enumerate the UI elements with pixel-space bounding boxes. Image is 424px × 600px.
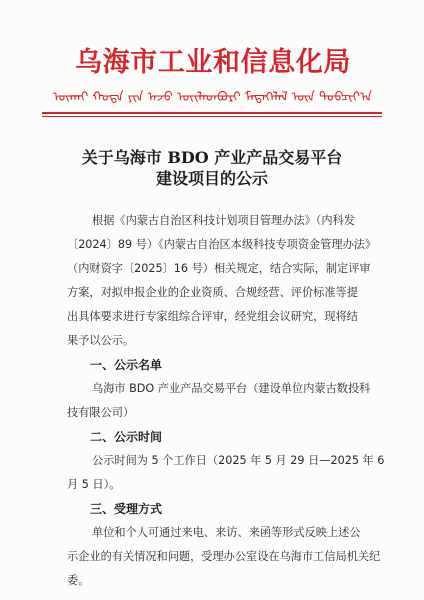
section-heading-list: 一、公示名单 bbox=[90, 358, 163, 372]
document-title-line-1: 关于乌海市 BDO 产业产品交易平台 bbox=[81, 148, 343, 167]
section-time-line-1: 公示时间为 5 个工作日（2025 年 5 月 29 日—2025 年 6 bbox=[92, 454, 385, 467]
intro-line-4: 方案，对拟申报企业的企业资质、合规经营、评价标准等提 bbox=[67, 286, 358, 299]
agency-header-title: 乌海市工业和信息化局 bbox=[75, 47, 351, 78]
intro-line-1: 根据《内蒙古自治区科技计划项目管理办法》（内科发 bbox=[92, 214, 355, 227]
header-red-rule-thin bbox=[42, 116, 382, 117]
intro-line-6: 果予以公示。 bbox=[67, 334, 135, 347]
section-list-line-1: 乌海市 BDO 产业产品交易平台（建设单位内蒙古数投科 bbox=[92, 382, 371, 395]
section-list-line-2: 技有限公司） bbox=[67, 406, 135, 419]
section-acceptance-line-3: 委。 bbox=[67, 574, 90, 587]
intro-line-3: （内财资字〔2025〕16 号）相关规定，结合实际，制定评审 bbox=[67, 262, 371, 275]
agency-header-mongolian: ᠦᠬᠠᠢ ᠬᠣᠲᠠ ᠶᠢᠨ ᠠᠵᠤ ᠦᠢᠯᠡᠳᠪᠦᠷᠢ ᠮᠡᠳᠡᠭᠡᠯᠡᠯ ᠦᠨ ᠲᠣᠪᠴᠢᠶ᠎ᠠ bbox=[52, 90, 373, 105]
document-title-line-2: 建设项目的公示 bbox=[155, 169, 268, 188]
section-time-line-2: 月 5 日）。 bbox=[67, 478, 121, 491]
section-heading-acceptance: 三、受理方式 bbox=[90, 502, 163, 516]
section-acceptance-line-2: 示企业的有关情况和问题，受理办公室设在乌海市工信局机关纪 bbox=[67, 550, 381, 563]
section-heading-time: 二、公示时间 bbox=[90, 430, 163, 444]
intro-line-5: 出具体要求进行专家组综合评审，经党组会议研究，现将结 bbox=[67, 310, 358, 323]
section-acceptance-line-1: 单位和个人可通过来电、来访、来函等形式反映上述公 bbox=[92, 526, 361, 539]
header-red-rule-thick bbox=[42, 112, 382, 114]
intro-line-2: 〔2024〕89 号）《内蒙古自治区本级科技专项资金管理办法》 bbox=[67, 238, 377, 251]
